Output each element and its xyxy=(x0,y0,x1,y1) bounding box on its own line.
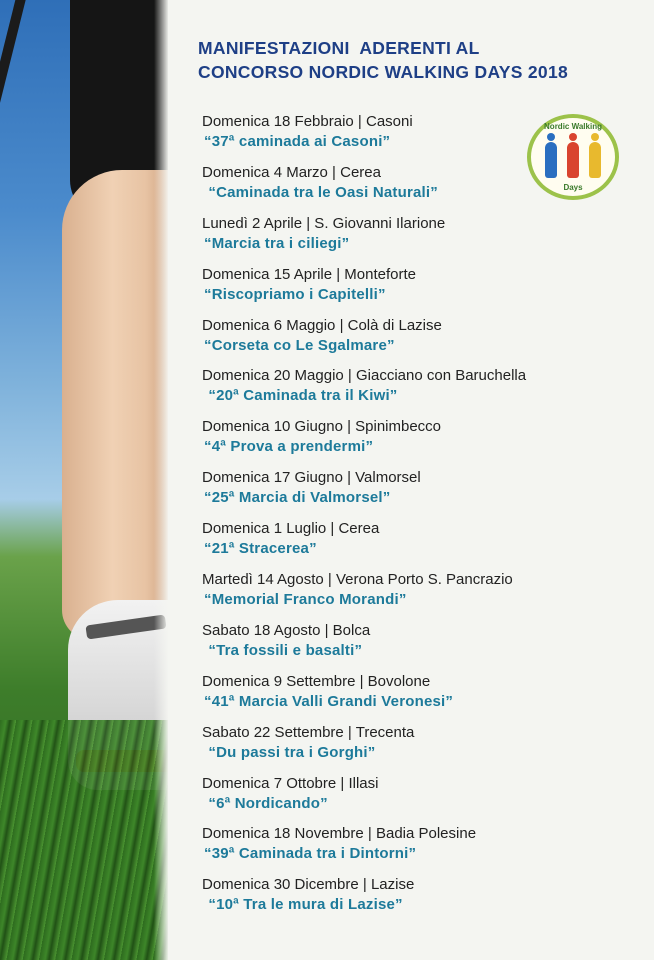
event-date-location: Domenica 1 Luglio | Cerea xyxy=(202,520,380,538)
leg xyxy=(62,170,168,640)
event-name: “39ª Caminada tra i Dintorni” xyxy=(204,845,417,863)
title-line-1: MANIFESTAZIONI ADERENTI AL xyxy=(198,38,480,58)
event-name: “Du passi tra i Gorghi” xyxy=(204,743,376,761)
event-date-location: Domenica 15 Aprile | Monteforte xyxy=(202,265,417,283)
event-name: “Riscopriamo i Capitelli” xyxy=(204,285,386,303)
event-item xyxy=(202,316,642,367)
event-name: “Memorial Franco Morandi” xyxy=(204,591,407,609)
event-name: “Corseta co Le Sgalmare” xyxy=(204,336,395,354)
event-name: “20ª Caminada tra il Kiwi” xyxy=(204,387,398,405)
event-item xyxy=(202,265,642,316)
event-item xyxy=(202,214,642,265)
photo-edge-fade xyxy=(154,0,168,960)
event-item xyxy=(202,163,642,214)
event-item xyxy=(202,774,642,825)
event-item xyxy=(202,417,642,468)
event-name: “41ª Marcia Valli Grandi Veronesi” xyxy=(204,692,454,710)
event-date-location: Domenica 6 Maggio | Colà di Lazise xyxy=(202,316,442,334)
event-item xyxy=(202,519,642,570)
event-date-location: Domenica 18 Novembre | Badia Polesine xyxy=(202,825,477,843)
event-date-location: Domenica 20 Maggio | Giacciano con Baruchella xyxy=(202,367,527,385)
nordic-walker-photo xyxy=(0,0,168,960)
event-name: “37ª caminada ai Casoni” xyxy=(204,133,391,150)
event-name: “21ª Stracerea” xyxy=(204,540,317,558)
event-item xyxy=(202,824,642,875)
event-date-location: Domenica 30 Dicembre | Lazise xyxy=(202,876,415,894)
title-line-2: CONCORSO NORDIC WALKING DAYS 2018 xyxy=(198,62,569,82)
event-item xyxy=(202,468,642,519)
walking-pole xyxy=(0,0,28,243)
grass xyxy=(0,720,168,960)
event-item xyxy=(202,672,642,723)
event-name: “10ª Tra le mura di Lazise” xyxy=(204,896,403,914)
event-date-location: Sabato 22 Settembre | Trecenta xyxy=(202,723,415,741)
event-date-location: Sabato 18 Agosto | Bolca xyxy=(202,621,371,639)
event-item xyxy=(202,723,642,774)
event-date-location: Lunedì 2 Aprile | S. Giovanni Ilarione xyxy=(202,214,446,232)
event-item xyxy=(202,875,642,926)
event-date-location: Martedì 14 Agosto | Verona Porto S. Pancrazio xyxy=(202,571,513,589)
event-date-location: Domenica 9 Settembre | Bovolone xyxy=(202,672,431,690)
event-date-location: Domenica 18 Febbraio | Casoni xyxy=(202,113,413,130)
event-item xyxy=(202,366,642,417)
event-name: “6ª Nordicando” xyxy=(204,794,328,812)
event-date-location: Domenica 4 Marzo | Cerea xyxy=(202,163,381,181)
event-name: “4ª Prova a prendermi” xyxy=(204,438,374,456)
event-name: “Marcia tra i ciliegi” xyxy=(204,234,350,252)
event-list xyxy=(202,112,642,926)
event-date-location: Domenica 7 Ottobre | Illasi xyxy=(202,774,379,792)
page-title xyxy=(198,36,648,84)
event-date-location: Domenica 10 Giugno | Spinimbecco xyxy=(202,418,442,436)
event-item xyxy=(202,621,642,672)
event-name: “Tra fossili e basalti” xyxy=(204,641,363,659)
event-item xyxy=(202,570,642,621)
event-date-location: Domenica 17 Giugno | Valmorsel xyxy=(202,469,421,487)
event-name: “25ª Marcia di Valmorsel” xyxy=(204,489,391,507)
event-name: “Caminada tra le Oasi Naturali” xyxy=(204,183,438,201)
event-item xyxy=(202,112,642,163)
logo-top-text: Nordic Walking xyxy=(544,122,602,131)
logo-bottom-text: Days xyxy=(563,183,583,192)
